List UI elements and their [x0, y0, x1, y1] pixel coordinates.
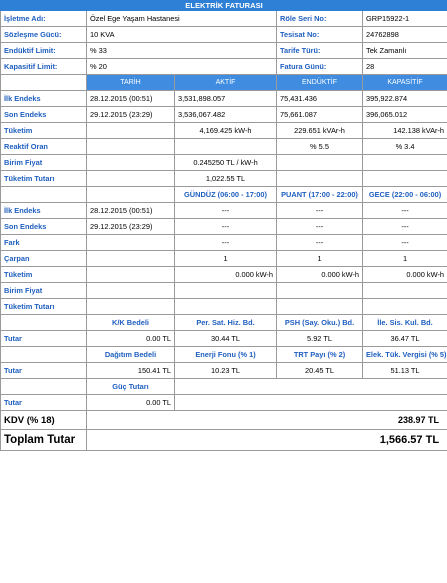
period-blank-1	[1, 187, 87, 203]
carpan-gunduz: 1	[175, 251, 277, 267]
dagitim-value: 150.41 TL	[87, 363, 175, 379]
tuketim-kapasitif: 142.138 kVAr-h	[363, 123, 447, 139]
tutar-label-3: Tutar	[1, 395, 87, 411]
enduktif-limit-value: % 33	[87, 43, 277, 59]
fatura-gunu-value: 28	[363, 59, 447, 75]
role-seri-value: GRP15922-1	[363, 11, 447, 27]
reaktif-enduktif: % 5.5	[277, 139, 363, 155]
tuketim-tutari-value: 1,022.55 TL	[175, 171, 277, 187]
multi-son-gunduz: ---	[175, 219, 277, 235]
tarife-label: Tarife Türü:	[277, 43, 363, 59]
ilk-endeks-label: İlk Endeks	[1, 91, 87, 107]
ile-sis-value: 36.47 TL	[363, 331, 447, 347]
multi-son-tarih: 29.12.2015 (23:29)	[87, 219, 175, 235]
mtt-empty-3	[277, 299, 363, 315]
fees2-blank	[1, 347, 87, 363]
carpan-gece: 1	[363, 251, 447, 267]
multi-tuketim-gunduz: 0.000 kW-h	[175, 267, 277, 283]
tutari-empty-2	[277, 171, 363, 187]
carpan-puant: 1	[277, 251, 363, 267]
guc-empty	[175, 379, 447, 395]
kdv-value: 238.97 TL	[87, 411, 447, 430]
col-header-tarih: TARİH	[87, 75, 175, 91]
kdv-label: KDV (% 18)	[1, 411, 87, 430]
col-header-aktif: AKTİF	[175, 75, 277, 91]
fark-gece: ---	[363, 235, 447, 251]
reaktif-kapasitif: % 3.4	[363, 139, 447, 155]
ilk-endeks-tarih: 28.12.2015 (00:51)	[87, 91, 175, 107]
trt-payi-value: 20.45 TL	[277, 363, 363, 379]
reaktif-empty-2	[175, 139, 277, 155]
col-header-enduktif: ENDÜKTİF	[277, 75, 363, 91]
birim-fiyat-label: Birim Fiyat	[1, 155, 87, 171]
invoice-title: ELEKTRİK FATURASI	[1, 1, 447, 11]
role-seri-label: Röle Seri No:	[277, 11, 363, 27]
carpan-empty-1	[87, 251, 175, 267]
multi-ilk-puant: ---	[277, 203, 363, 219]
tutar-label-1: Tutar	[1, 331, 87, 347]
tutar-label-2: Tutar	[1, 363, 87, 379]
fark-gunduz: ---	[175, 235, 277, 251]
mtt-empty-4	[363, 299, 447, 315]
ilk-endeks-enduktif: 75,431.436	[277, 91, 363, 107]
reaktif-oran-label: Reaktif Oran	[1, 139, 87, 155]
kk-bedeli-value: 0.00 TL	[87, 331, 175, 347]
mbf-empty-4	[363, 283, 447, 299]
sozlesme-value: 10 KVA	[87, 27, 277, 43]
multi-tuketim-empty	[87, 267, 175, 283]
enerji-fonu-label: Enerji Fonu (% 1)	[175, 347, 277, 363]
period-gece: GECE (22:00 - 06:00)	[363, 187, 447, 203]
multi-tuketim-gece: 0.000 kW-h	[363, 267, 447, 283]
birim-empty-3	[363, 155, 447, 171]
tuketim-tutari-label: Tüketim Tutarı	[1, 171, 87, 187]
multi-son-puant: ---	[277, 219, 363, 235]
fark-puant: ---	[277, 235, 363, 251]
mtt-empty-1	[87, 299, 175, 315]
kapasitif-limit-label: Kapasitif Limit:	[1, 59, 87, 75]
tesisat-value: 24762898	[363, 27, 447, 43]
psh-value: 5.92 TL	[277, 331, 363, 347]
guc-tutari-value: 0.00 TL	[87, 395, 175, 411]
dagitim-label: Dağıtım Bedeli	[87, 347, 175, 363]
son-endeks-aktif: 3,536,067.482	[175, 107, 277, 123]
isletme-adi-value: Özel Ege Yaşam Hastanesi	[87, 11, 277, 27]
tutari-empty-1	[87, 171, 175, 187]
birim-fiyat-value: 0.245250 TL / kW-h	[175, 155, 277, 171]
period-gunduz: GÜNDÜZ (06:00 - 17:00)	[175, 187, 277, 203]
per-sat-label: Per. Sat. Hiz. Bd.	[175, 315, 277, 331]
tuketim-tarih-empty	[87, 123, 175, 139]
period-blank-2	[87, 187, 175, 203]
col-header-kapasitif: KAPASİTİF	[363, 75, 447, 91]
multi-tuketim-puant: 0.000 kW-h	[277, 267, 363, 283]
toplam-tutar-value: 1,566.57 TL	[87, 430, 447, 451]
tuketim-label: Tüketim	[1, 123, 87, 139]
isletme-adi-label: İşletme Adı:	[1, 11, 87, 27]
son-endeks-kapasitif: 396,065.012	[363, 107, 447, 123]
kapasitif-limit-value: % 20	[87, 59, 277, 75]
sozlesme-label: Sözleşme Gücü:	[1, 27, 87, 43]
multi-tuketim-tutari-label: Tüketim Tutarı	[1, 299, 87, 315]
fatura-gunu-label: Fatura Günü:	[277, 59, 363, 75]
son-endeks-enduktif: 75,661.087	[277, 107, 363, 123]
header-blank	[1, 75, 87, 91]
elek-vergisi-value: 51.13 TL	[363, 363, 447, 379]
fark-label: Fark	[1, 235, 87, 251]
multi-tuketim-label: Tüketim	[1, 267, 87, 283]
multi-son-endeks-label: Son Endeks	[1, 219, 87, 235]
mbf-empty-3	[277, 283, 363, 299]
multi-birim-fiyat-label: Birim Fiyat	[1, 283, 87, 299]
psh-label: PSH (Say. Oku.) Bd.	[277, 315, 363, 331]
guc-blank	[1, 379, 87, 395]
ile-sis-label: İle. Sis. Kul. Bd.	[363, 315, 447, 331]
per-sat-value: 30.44 TL	[175, 331, 277, 347]
mbf-empty-2	[175, 283, 277, 299]
reaktif-empty-1	[87, 139, 175, 155]
ilk-endeks-aktif: 3,531,898.057	[175, 91, 277, 107]
birim-empty-2	[277, 155, 363, 171]
mbf-empty-1	[87, 283, 175, 299]
elek-vergisi-label: Elek. Tük. Vergisi (% 5)	[363, 347, 447, 363]
multi-son-gece: ---	[363, 219, 447, 235]
enerji-fonu-value: 10.23 TL	[175, 363, 277, 379]
multi-ilk-tarih: 28.12.2015 (00:51)	[87, 203, 175, 219]
tuketim-aktif: 4,169.425 kW-h	[175, 123, 277, 139]
period-puant: PUANT (17:00 - 22:00)	[277, 187, 363, 203]
multi-ilk-endeks-label: İlk Endeks	[1, 203, 87, 219]
guc-tutari-label: Güç Tutarı	[87, 379, 175, 395]
fees1-blank	[1, 315, 87, 331]
carpan-label: Çarpan	[1, 251, 87, 267]
kk-bedeli-label: K/K Bedeli	[87, 315, 175, 331]
guc-value-empty	[175, 395, 447, 411]
multi-ilk-gece: ---	[363, 203, 447, 219]
mtt-empty-2	[175, 299, 277, 315]
tesisat-label: Tesisat No:	[277, 27, 363, 43]
tutari-empty-3	[363, 171, 447, 187]
tarife-value: Tek Zamanlı	[363, 43, 447, 59]
birim-empty-1	[87, 155, 175, 171]
son-endeks-tarih: 29.12.2015 (23:29)	[87, 107, 175, 123]
toplam-tutar-label: Toplam Tutar	[1, 430, 87, 451]
enduktif-limit-label: Endüktif Limit:	[1, 43, 87, 59]
son-endeks-label: Son Endeks	[1, 107, 87, 123]
tuketim-enduktif: 229.651 kVAr-h	[277, 123, 363, 139]
ilk-endeks-kapasitif: 395,922.874	[363, 91, 447, 107]
fark-empty-1	[87, 235, 175, 251]
trt-payi-label: TRT Payı (% 2)	[277, 347, 363, 363]
multi-ilk-gunduz: ---	[175, 203, 277, 219]
